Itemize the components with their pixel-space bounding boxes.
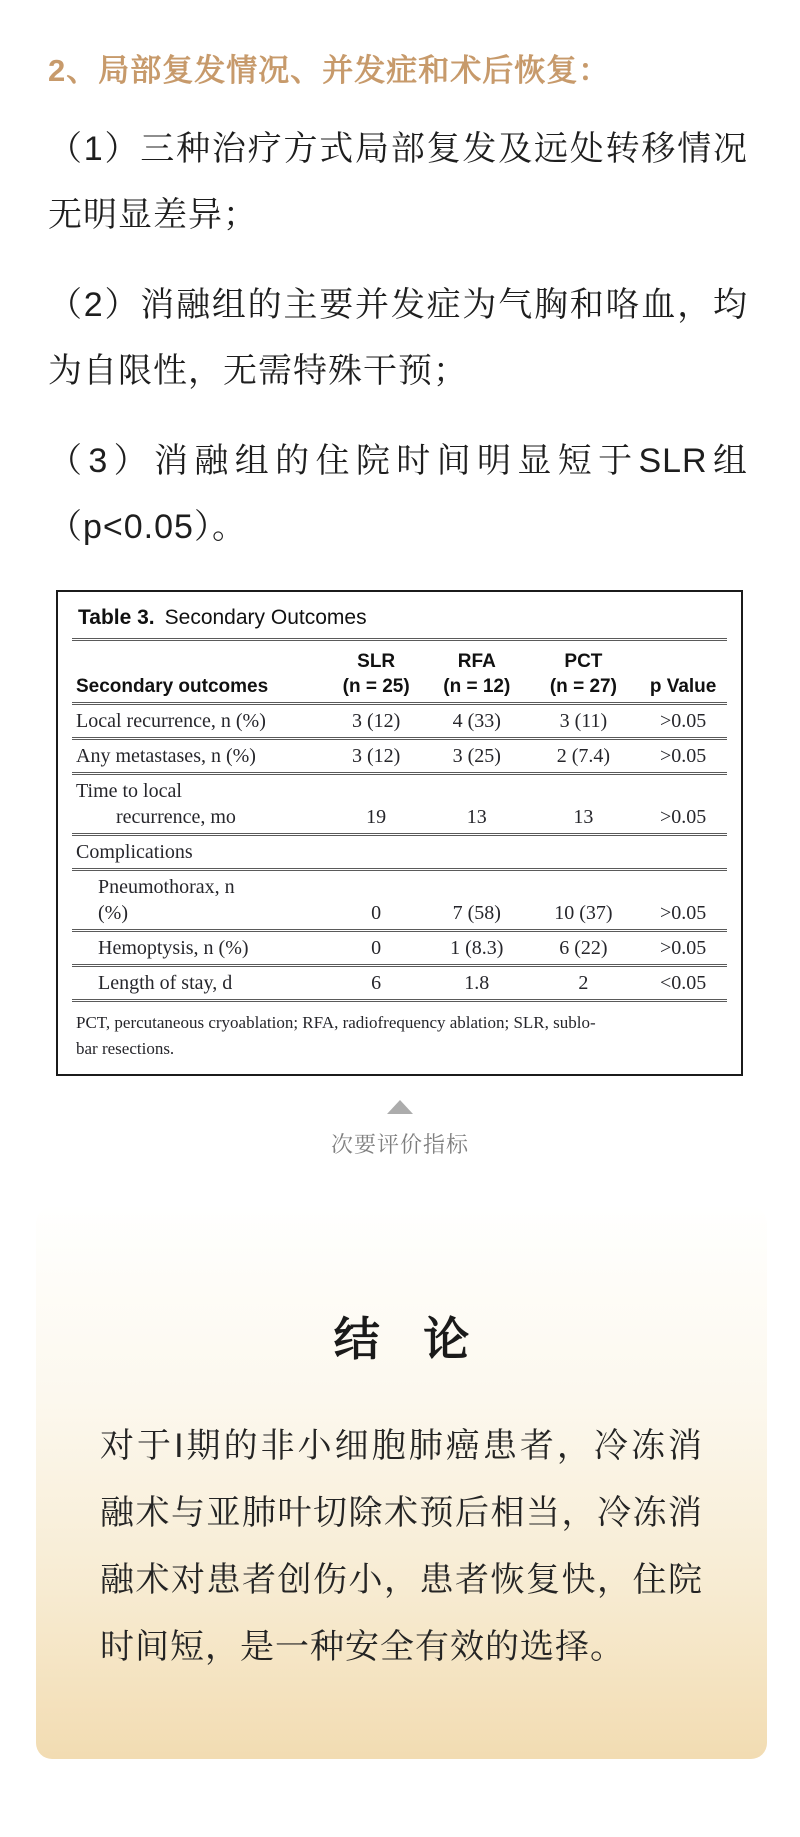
triangle-up-icon — [387, 1100, 413, 1114]
cell-pvalue: <0.05 — [659, 972, 707, 994]
section-heading: 2、局部复发情况、并发症和术后恢复： — [48, 53, 611, 88]
row-label: Any metastases, n (%) — [76, 745, 256, 767]
row-label: Local recurrence, n (%) — [76, 710, 266, 732]
table-image-frame — [56, 590, 743, 1076]
table-row — [72, 704, 727, 739]
cell-pvalue: >0.05 — [659, 902, 707, 924]
conclusion-title: 结 论 — [333, 1314, 486, 1365]
row-label: Hemoptysis, n (%) — [98, 937, 249, 959]
cell-pvalue: >0.05 — [659, 937, 707, 959]
col-header-outcomes: Secondary outcomes — [76, 676, 269, 697]
col-header-slr: SLR (n = 25) — [342, 651, 410, 697]
conclusion-body: 对于I期的非小细胞肺癌患者，冷冻消融术与亚肺叶切除术预后相当，冷冻消融术对患者创伤小，患者恢复快，住院时间短，是一种安全有效的选择。 — [100, 1427, 703, 1666]
paragraph-2: （2）消融组的主要并发症为气胸和咯血，均为自限性，无需特殊干预； — [48, 286, 748, 390]
cell-slr: 3 (12) — [352, 710, 401, 732]
cell-slr: 3 (12) — [352, 745, 401, 767]
cell-rfa: 13 — [466, 806, 487, 828]
cell-pct: 2 (7.4) — [556, 745, 611, 767]
secondary-outcomes-table — [72, 638, 727, 1002]
table-footnote: PCT, percutaneous cryoablation; RFA, radiofrequency ablation; SLR, sublo- bar resections. — [76, 1013, 596, 1058]
paragraph-3: （3）消融组的住院时间明显短于SLR组（p<0.05）。 — [48, 442, 748, 546]
cell-pvalue: >0.05 — [659, 710, 707, 732]
table-row — [72, 870, 727, 931]
table-number: Table 3. — [78, 606, 155, 629]
cell-slr: 19 — [366, 806, 387, 828]
cell-pct: 10 (37) — [554, 902, 613, 924]
cell-slr: 0 — [371, 902, 382, 924]
table-name: Secondary Outcomes — [164, 606, 367, 629]
cell-pct: 6 (22) — [559, 937, 608, 959]
col-header-pvalue: p Value — [649, 676, 717, 697]
cell-pct: 2 — [578, 972, 589, 994]
conclusion-box — [36, 1207, 767, 1759]
cell-slr: 0 — [371, 937, 382, 959]
table-row — [72, 966, 727, 1001]
row-label: Complications — [76, 841, 193, 863]
paragraph-1: （1）三种治疗方式局部复发及远处转移情况无明显差异； — [48, 130, 748, 234]
table-figure — [0, 590, 800, 1159]
article-text-section — [0, 0, 800, 560]
col-header-rfa: RFA (n = 12) — [443, 651, 511, 697]
cell-rfa: 4 (33) — [452, 710, 501, 732]
col-header-pct: PCT (n = 27) — [549, 651, 617, 697]
cell-rfa: 3 (25) — [452, 745, 501, 767]
cell-rfa: 1.8 — [464, 972, 490, 994]
cell-pct: 13 — [573, 806, 594, 828]
row-label: Length of stay, d — [98, 972, 233, 994]
cell-slr: 6 — [371, 972, 382, 994]
cell-pvalue: >0.05 — [659, 745, 707, 767]
cell-pvalue: >0.05 — [659, 806, 707, 828]
table-title — [72, 602, 727, 638]
table-row — [72, 931, 727, 966]
row-label: Time to local recurrence, mo — [76, 780, 236, 828]
cell-pct: 3 (11) — [559, 710, 608, 732]
table-row — [72, 774, 727, 835]
cell-rfa: 7 (58) — [452, 902, 501, 924]
figure-caption: 次要评价指标 — [330, 1132, 469, 1157]
cell-rfa: 1 (8.3) — [450, 937, 504, 959]
table-row — [72, 739, 727, 774]
table-section-row — [72, 835, 727, 870]
table-header-row — [72, 640, 727, 704]
row-label: Pneumothorax, n (%) — [98, 876, 235, 924]
